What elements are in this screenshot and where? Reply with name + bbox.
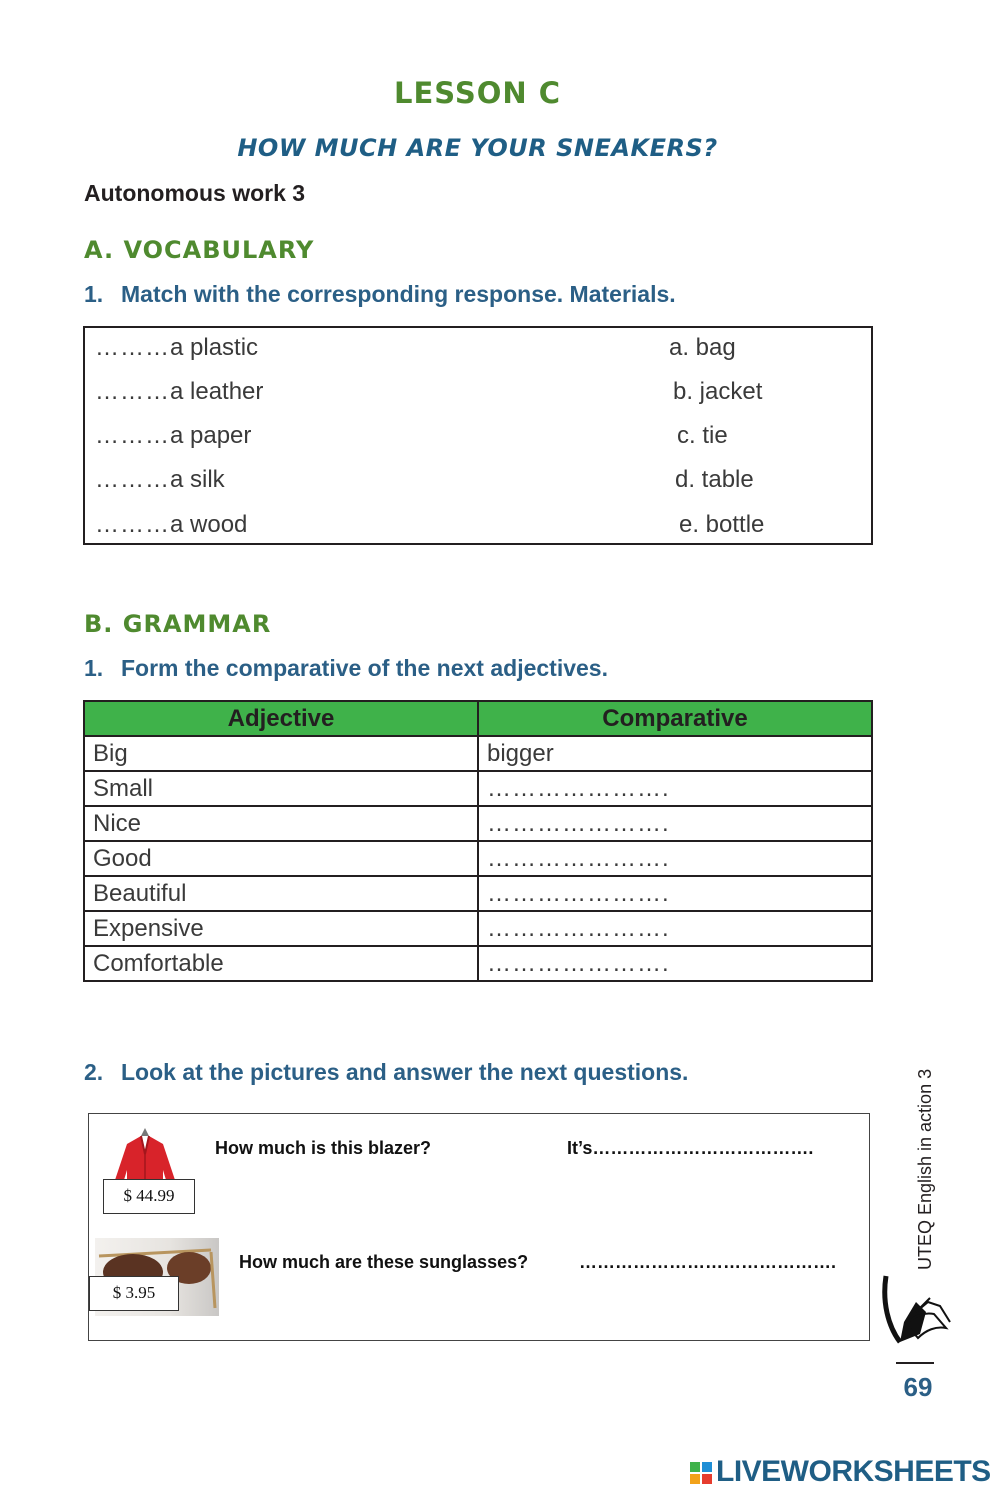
answer-blank[interactable]: ……… xyxy=(95,334,170,361)
table-row xyxy=(84,841,872,876)
vocabulary-instruction xyxy=(84,281,676,308)
answer-blank-blazer[interactable]: It’s………………………………. xyxy=(567,1138,814,1158)
table-header-row xyxy=(84,701,872,736)
comparative-blank[interactable]: …………………. xyxy=(478,911,872,946)
adjective-cell: Beautiful xyxy=(84,876,478,911)
answer-blank[interactable]: ……… xyxy=(95,466,170,493)
table-row xyxy=(84,771,872,806)
instruction-number: 1. xyxy=(84,281,104,307)
vocab-left-text: a paper xyxy=(170,422,252,449)
instruction-text: Look at the pictures and answer the next questions. xyxy=(121,1059,689,1085)
grammar-instruction-1 xyxy=(84,655,608,682)
page-number: 69 xyxy=(903,1372,933,1402)
answer-blank[interactable]: ……… xyxy=(95,511,170,538)
answer-blank[interactable]: ……… xyxy=(95,422,170,449)
side-book-title: UTEQ English in action 3 xyxy=(915,1068,935,1270)
vocab-right-item: d. table xyxy=(675,466,754,493)
vocab-left-text: a plastic xyxy=(170,334,259,361)
table-row xyxy=(84,946,872,981)
table-row xyxy=(84,806,872,841)
adjective-cell: Good xyxy=(84,841,478,876)
vocab-left-text: a wood xyxy=(170,511,248,538)
instruction-text: Form the comparative of the next adjectives. xyxy=(121,655,608,681)
instruction-number: 2. xyxy=(84,1059,104,1085)
liveworksheets-logo-icon xyxy=(690,1462,712,1484)
vocab-left-item[interactable] xyxy=(95,465,225,495)
comparative-cell: bigger xyxy=(478,736,872,771)
table-row xyxy=(84,911,872,946)
vocab-left-item[interactable] xyxy=(95,510,247,540)
question-blazer: How much is this blazer? xyxy=(215,1138,432,1158)
comparative-blank[interactable]: …………………. xyxy=(478,841,872,876)
comparative-blank[interactable]: …………………. xyxy=(478,806,872,841)
header-adjective: Adjective xyxy=(84,701,478,736)
adjective-cell: Small xyxy=(84,771,478,806)
table-row xyxy=(84,736,872,771)
adjective-cell: Expensive xyxy=(84,911,478,946)
comparative-blank[interactable]: …………………. xyxy=(478,946,872,981)
vocab-left-item[interactable] xyxy=(95,421,251,451)
vocab-right-item: b. jacket xyxy=(673,378,763,405)
grammar-instruction-2 xyxy=(84,1059,688,1086)
vocab-left-item[interactable] xyxy=(95,377,263,407)
pictures-question-box xyxy=(88,1113,870,1341)
vocabulary-heading: A. VOCABULARY xyxy=(84,236,315,264)
vocab-left-text: a silk xyxy=(170,466,225,493)
question-sunglasses: How much are these sunglasses? xyxy=(239,1252,529,1272)
grammar-heading: B. GRAMMAR xyxy=(84,610,272,638)
liveworksheets-brand: LIVEWORKSHEETS xyxy=(716,1455,991,1488)
lesson-subtitle: HOW MUCH ARE YOUR SNEAKERS? xyxy=(237,134,718,162)
autonomous-work-label: Autonomous work 3 xyxy=(84,180,306,206)
comparative-blank[interactable]: …………………. xyxy=(478,876,872,911)
instruction-text: Match with the corresponding response. Materials. xyxy=(121,281,676,307)
lesson-title: LESSON C xyxy=(393,76,562,110)
header-comparative: Comparative xyxy=(478,701,872,736)
adjective-cell: Big xyxy=(84,736,478,771)
adjective-cell: Nice xyxy=(84,806,478,841)
vocabulary-match-box xyxy=(83,326,873,545)
instruction-number: 1. xyxy=(84,655,104,681)
vocab-right-item: c. tie xyxy=(677,422,728,449)
page-number-rule xyxy=(896,1362,934,1364)
comparative-blank[interactable]: …………………. xyxy=(478,771,872,806)
answer-blank-sunglasses[interactable]: ……………………………………. xyxy=(579,1252,837,1272)
vocab-right-item: a. bag xyxy=(669,334,736,361)
vocab-left-item[interactable] xyxy=(95,333,258,363)
adjective-cell: Comfortable xyxy=(84,946,478,981)
comparative-table xyxy=(83,700,873,982)
book-quill-icon xyxy=(880,1272,956,1352)
answer-blank[interactable]: ……… xyxy=(95,378,170,405)
vocab-right-item: e. bottle xyxy=(679,511,765,538)
vocab-left-text: a leather xyxy=(170,378,264,405)
table-row xyxy=(84,876,872,911)
sunglasses-price-tag: $ 3.95 xyxy=(89,1276,179,1311)
blazer-price-tag: $ 44.99 xyxy=(103,1179,195,1214)
